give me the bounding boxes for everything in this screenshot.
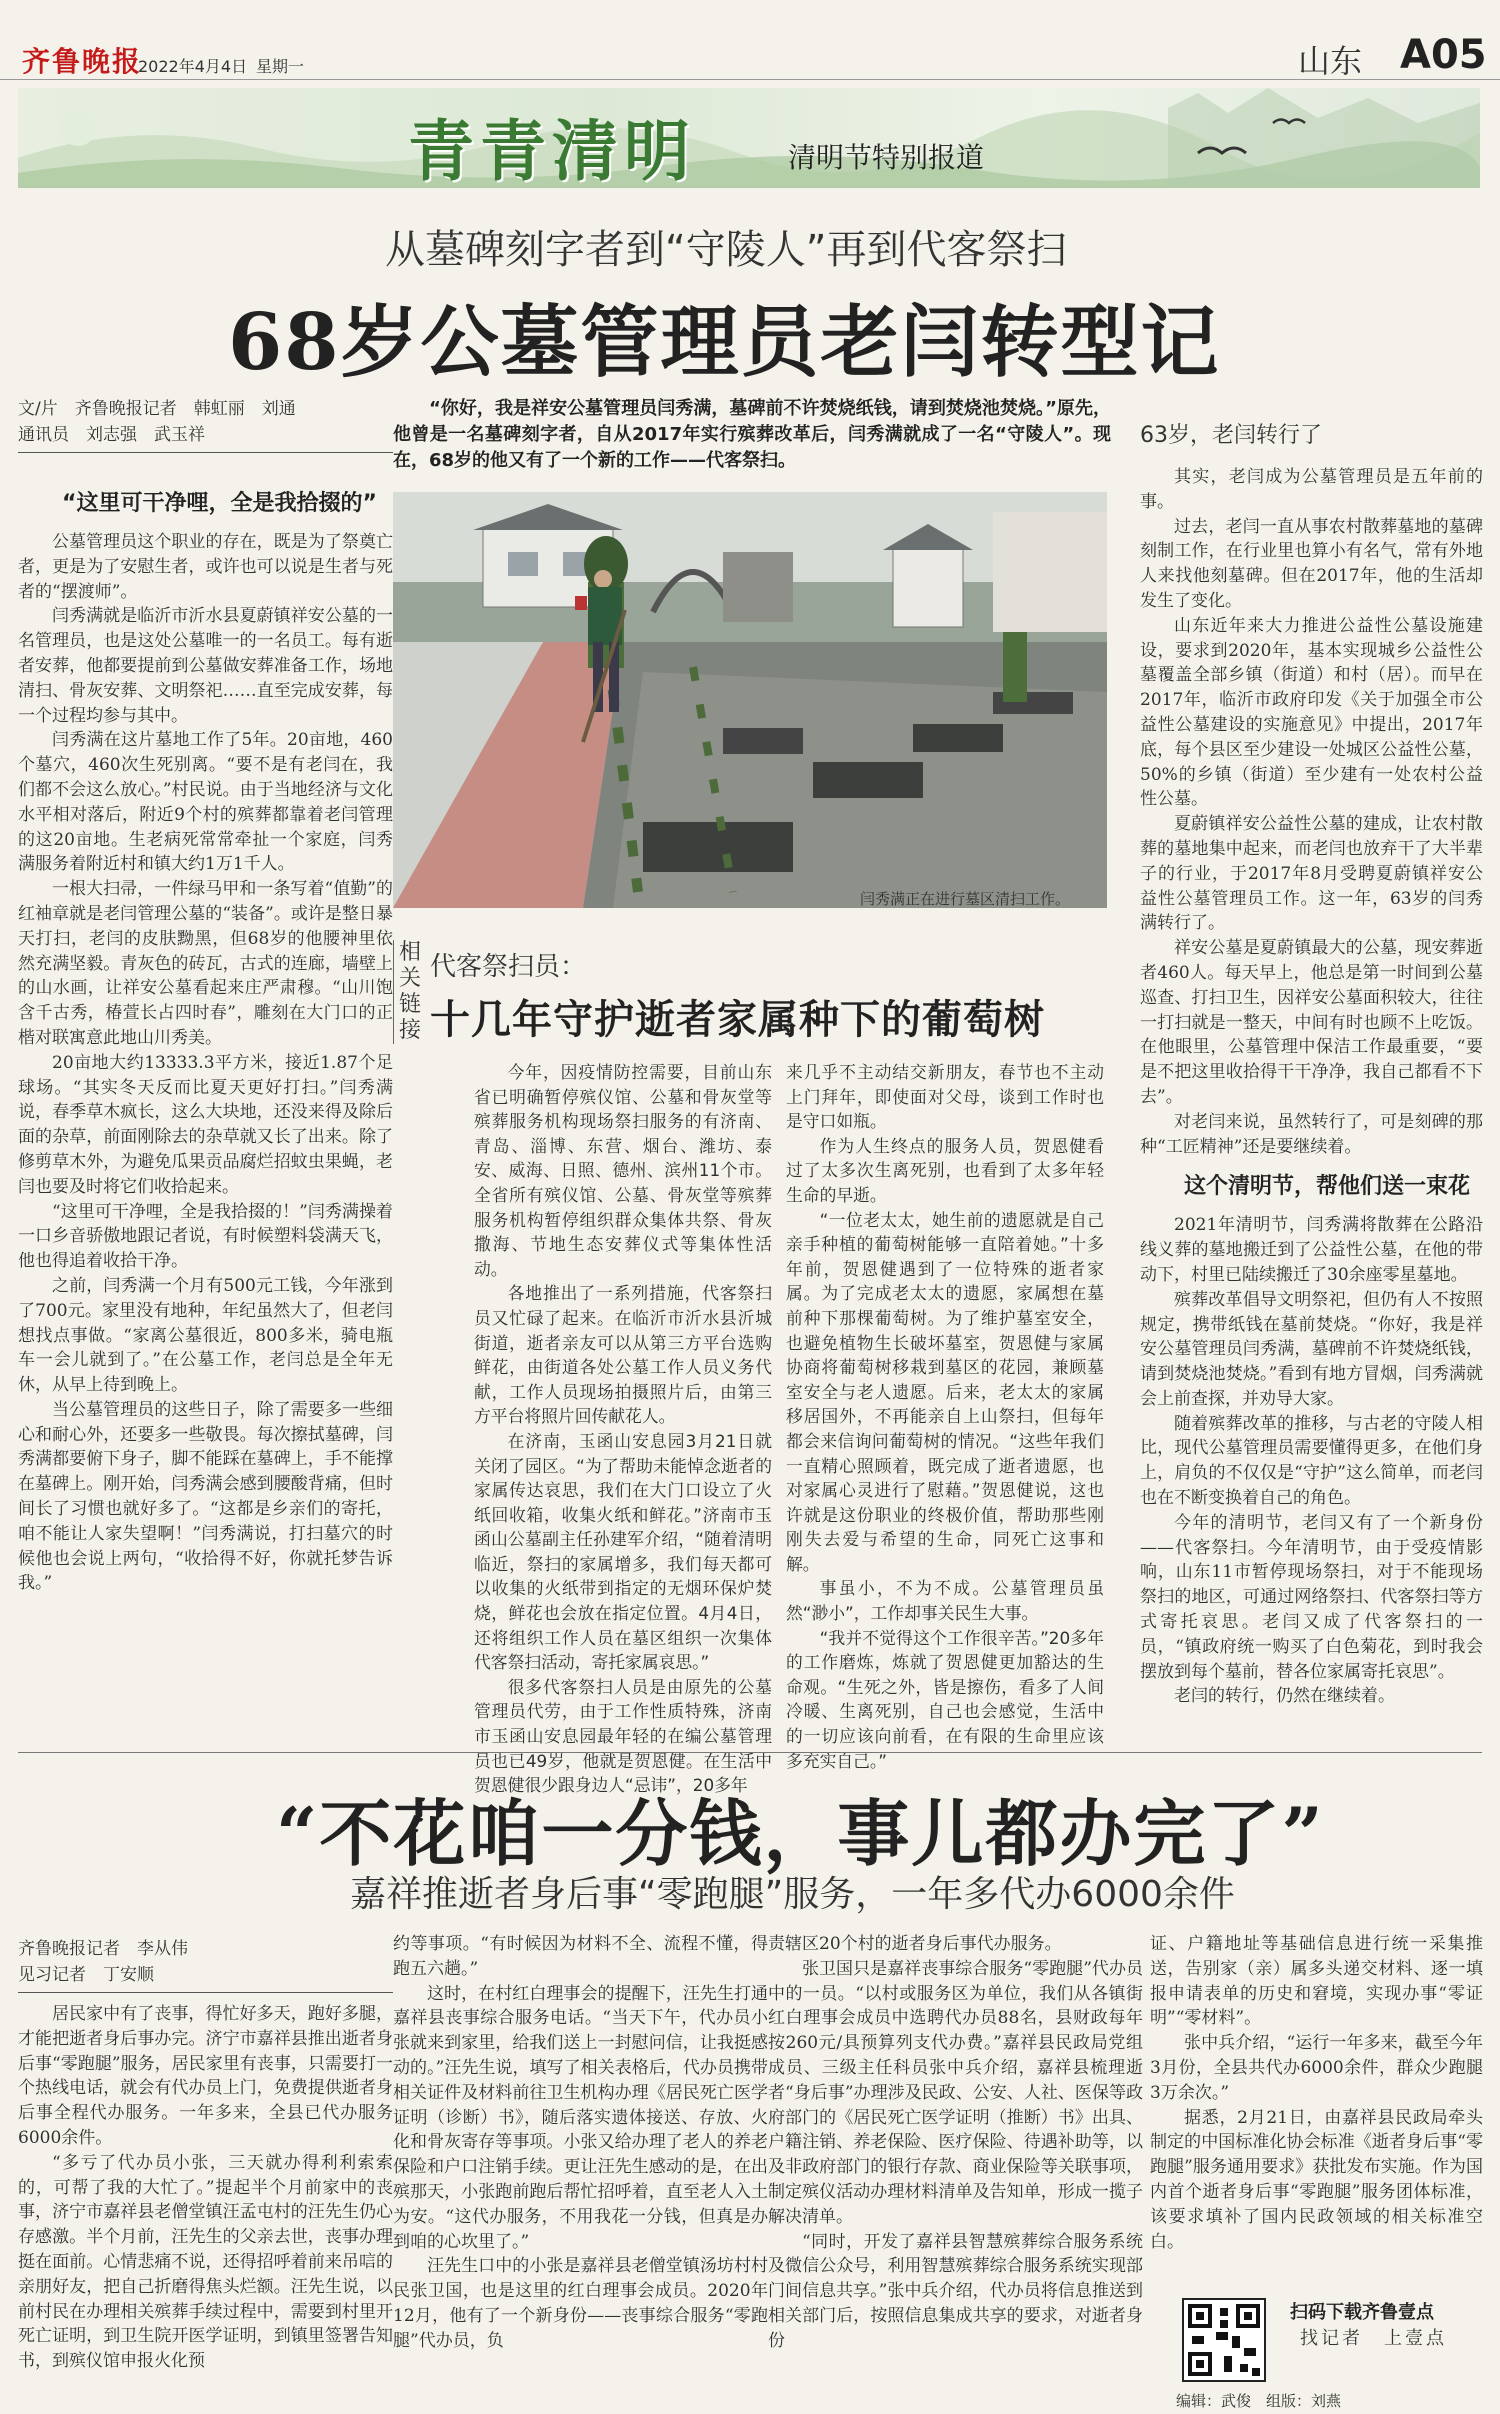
divider: [18, 1992, 393, 1993]
paragraph: 之前，闫秀满一个月有500元工钱，今年涨到了700元。家里没有地种，年纪虽然大了，但老闫想找点事做。“家离公墓很近，800多米，骑电瓶车一会儿就到了。”在公墓工作，老闫总是全年无休，从早上待到晚上。: [18, 1275, 393, 1396]
paragraph: 夏蔚镇祥安公益性公墓的建成，让农村散葬的墓地集中起来，而老闫也放弃干了大半辈子的行业，于2017年8月受聘夏蔚镇祥安公益性公墓管理员工作。这一年，63岁的闫秀满转行了。: [1140, 814, 1483, 934]
article-column-4: [1140, 465, 1483, 1709]
paragraph: 约等事项。“有时候因为材料不全、流程不懂，得跑五六趟。”: [393, 1934, 768, 1979]
issue-weekday: 星期一: [256, 57, 305, 76]
byline-line: 文/片 齐鲁晚报记者 韩虹丽 刘通: [18, 399, 296, 419]
bottom-column-4: [1150, 1932, 1483, 2254]
paragraph: “这里可干净哩，全是我拾掇的！”闫秀满操着一口乡音骄傲地跟记者说，有时候塑料袋满天飞，他也得追着收拾干净。: [18, 1201, 393, 1272]
paragraph: 对老闫来说，虽然转行了，可是刻碑的那种“工匠精神”还是要继续着。: [1140, 1111, 1483, 1157]
feature-banner: [18, 88, 1480, 188]
qr-subtitle: 找记者 上壹点: [1300, 2328, 1447, 2349]
qr-code-icon[interactable]: [1182, 2298, 1266, 2382]
paragraph: 山东近年来大力推进公益性公墓设施建设，要求到2020年，基本实现城乡公益性公墓覆盖全部乡镇（街道）和村（居）。而早在2017年，临沂市政府印发《关于加强全市公益性公墓建设的实施意见》中提出，2017年底，每个县区至少建设一处城区公益性公墓，50%的乡镇（街道）至少建有一处农村公益性公墓。: [1140, 615, 1483, 810]
paragraph: 今年，因疫情防控需要，目前山东省已明确暂停殡仪馆、公墓和骨灰堂等殡葬服务机构现场祭扫服务的有济南、青岛、淄博、东营、烟台、潍坊、泰安、威海、日照、德州、滨州11个市。全省所有殡仪馆、公墓、骨灰堂等殡葬服务机构暂停组织群众集体共祭、骨灰撒海、节地生态安葬仪式等集体性活动。: [474, 1062, 772, 1279]
article-headline: “不花咱一分钱，事儿都办完了”: [276, 1791, 1325, 1876]
sidebar-column-2: [786, 1060, 1104, 1773]
masthead: [0, 0, 1500, 80]
paragraph: 证、户籍地址等基础信息进行统一采集推送，告别家（亲）属多头递交材料、逐一填报申请表单的历史和窘境，实现办事“零证明”“零材料”。: [1150, 1934, 1483, 2029]
sidebar-column-1: [474, 1060, 772, 1798]
sidebar-headline: 十几年守护逝者家属种下的葡萄树: [430, 997, 1045, 1043]
section-region: 山东: [1298, 42, 1363, 80]
landscape-illustration: [18, 88, 1480, 188]
section-subhead: “这里可干净哩，全是我拾掇的”: [62, 491, 377, 516]
bottom-column-3: [768, 1932, 1143, 2354]
sidebar-kicker: 代客祭扫员：: [430, 952, 587, 982]
paragraph: 很多代客祭扫人员是由原先的公墓管理员代劳，由于工作性质特殊，济南市玉函山安息园最年轻的在编公墓管理员也已49岁，他就是贺恩健。在生活中贺恩健很少跟身边人“忌讳”，20多年: [474, 1676, 772, 1796]
paragraph: 2021年清明节，闫秀满将散葬在公路沿线义葬的墓地搬迁到了公益性公墓，在他的带动下，村里已陆续搬迁了30余座零星墓地。: [1140, 1215, 1483, 1285]
editor-credit: 编辑：武俊 组版：刘燕: [1176, 2392, 1342, 2410]
paragraph: 据悉，2月21日，由嘉祥县民政局牵头制定的中国标准化协会标准《逝者身后事“零跑腿”服务通用要求》获批发布实施。作为国内首个逝者身后事“零跑腿”服务团体标准，该要求填补了国内民政领域的相关标准空白。: [1150, 2107, 1483, 2252]
paragraph: 今年的清明节，老闫又有了一个新身份——代客祭扫。今年清明节，由于受疫情影响，山东11市暂停现场祭扫，对于不能现场祭扫的地区，可通过网络祭扫、代客祭扫等方式寄托哀思。老闫又成了代客祭扫的一员，“镇政府统一购买了白色菊花，到时我会摆放到每个墓前，替各位家属寄托哀思”。: [1140, 1512, 1483, 1682]
byline-line: 通讯员 刘志强 武玉祥: [18, 425, 205, 445]
paragraph: 祥安公墓是夏蔚镇最大的公墓，现安葬逝者460人。每天早上，他总是第一时间到公墓巡查、打扫卫生，因祥安公墓面积较大，往往一打扫就是一整天，中间有时也顾不上吃饭。在他眼里，公墓管理中保洁工作最重要，“要是不把这里收拾得干干净净，我自己都看不下去”。: [1140, 938, 1483, 1107]
qr-title: 扫码下载齐鲁壹点: [1290, 2302, 1434, 2323]
paragraph: 汪先生口中的小张是嘉祥县老僧堂镇汤坊村村民张卫国，也是这里的红白理事会成员。2020年12月，他有了一个新身份——丧事综合服务“零跑腿”代办员，负: [393, 2256, 768, 2351]
banner-title: 青青清明: [408, 112, 696, 188]
article-kicker: 从墓碑刻字者到“守陵人”再到代客祭扫: [385, 227, 1067, 273]
paragraph: 张卫国只是嘉祥丧事综合服务“零跑腿”代办员中的一员。“以村或服务区为单位，我们从各镇街红白理事会成员中选聘代办员88名，县财政每年按260元/具预算列支代办费。”嘉祥县民政局党组成员、三级主任科员张中兵介绍，嘉祥县梳理逝者“身后事”办理涉及民政、公安、人社、医保等政府部门的《居民死亡医学证明（推断）书》出具、户籍注销、养老保险、医疗保险、待遇补助等，以及非政府部门的银行存款、商业保险等关联事项，制定殡仪活动办理材料清单及告知单，形成一揽子解决清单。: [768, 1958, 1143, 2227]
paragraph: 责辖区20个村的逝者身后事代办服务。: [768, 1934, 1062, 1954]
article-lead: “你好，我是祥安公墓管理员闫秀满，墓碑前不许焚烧纸钱，请到焚烧池焚烧。”原先，他曾是一名墓碑刻字者，自从2017年实行殡葬改革后，闫秀满就成了一名“守陵人”。现在，68岁的他又有了一个新的工作——代客祭扫。: [393, 398, 1111, 471]
bottom-column-2: [393, 1932, 768, 2354]
paragraph: 来几乎不主动结交新朋友，春节也不主动上门拜年，即使面对父母，谈到工作时也是守口如瓶。: [786, 1062, 1104, 1132]
paragraph: 随着殡葬改革的推移，与古老的守陵人相比，现代公墓管理员需要懂得更多，在他们身上，肩负的不仅仅是“守护”这么简单，而老闫也在不断变换着自己的角色。: [1140, 1413, 1483, 1509]
paragraph: 老闫的转行，仍然在继续着。: [1174, 1686, 1395, 1707]
paragraph: 当公墓管理员的这些日子，除了需要多一些细心和耐心外，还要多一些敬畏。每次擦拭墓碑，闫秀满都要俯下身子，脚不能踩在墓碑上，手不能撑在墓碑上。刚开始，闫秀满会感到腰酸背痛，但时间长了习惯也就好多了。“这都是乡亲们的寄托，咱不能让人家失望啊！”闫秀满说，打扫墓穴的时候他也会说上两句，“收拾得不好，你就托梦告诉我。”: [18, 1399, 393, 1594]
article-byline: [18, 1936, 398, 1988]
divider: [18, 452, 393, 453]
page-number: A05: [1400, 32, 1487, 78]
section-subhead: 这个清明节，帮他们送一束花: [1184, 1174, 1471, 1200]
paragraph: 过去，老闫一直从事农村散葬墓地的墓碑刻制工作，在行业里也算小有名气，常有外地人来找他刻墓碑。但在2017年，他的生活却发生了变化。: [1140, 516, 1483, 611]
issue-date: 2022年4月4日: [138, 57, 248, 76]
paragraph: 20亩地大约13333.3平方米，接近1.87个足球场。“其实冬天反而比夏天更好打扫。”闫秀满说，春季草木疯长，这么大块地，还没来得及除后面的杂草，前面刚除去的杂草就又长了出来。除了修剪草木外，为避免瓜果贡品腐烂招蚊虫果蝇，老闫也要及时将它们收拾起来。: [18, 1052, 393, 1197]
paragraph: “我并不觉得这个工作很辛苦。”20多年的工作磨炼，炼就了贺恩健更加豁达的生命观。“生死之外，皆是擦伤，看多了人间冷暖、生离死别，自己也会感觉，生活中的一切应该向前看，在有限的生命里应该多充实自己。”: [786, 1627, 1104, 1771]
byline-line: 见习记者 丁安顺: [18, 1965, 154, 1985]
paragraph: 公墓管理员这个职业的存在，既是为了祭奠亡者，更是为了安慰生者，或许也可以说是生者与死者的“摆渡师”。: [18, 532, 393, 602]
photo-caption: 闫秀满正在进行墓区清扫工作。: [860, 890, 1071, 908]
paragraph: “同时，开发了嘉祥县智慧殡葬综合服务系统及微信公众号，利用智慧殡葬综合服务系统实现部门间信息共享。”张中兵介绍，代办员将信息推送到相关部门后，按照信息集成共享的要求，对逝者身份: [768, 2231, 1143, 2351]
qr-pattern: [1184, 2300, 1264, 2380]
divider: [18, 1752, 1482, 1753]
article-kicker: 嘉祥推逝者身后事“零跑腿”服务，一年多代办6000余件: [350, 1874, 1235, 1915]
paragraph: 这时，在村红白理事会的提醒下，汪先生打通嘉祥县丧事综合服务电话。“当天下午，代办员小张就来到家里，给我们送上一封慰问信，让我挺感动的。”汪先生说，填写了相关表格后，代办员携带相关证件及材料前往卫生机构办理《居民死亡医学证明（诊断）书》，随后落实遗体接送、存放、火化和骨灰寄存等事项。小张又给办理了老人的养老保险和户口注销手续。更让汪先生感动的是，在出殡那天，小张跑前跑后帮忙招呼着，直至老人入土为安。“这代办服务，不用我花一分钱，但真是办到咱的心坎里了。”: [393, 1983, 768, 2252]
paragraph: 各地推出了一系列措施，代客祭扫员又忙碌了起来。在临沂市沂水县沂城街道，逝者亲友可以从第三方平台选购鲜花，由街道各处公墓工作人员义务代献，工作人员现场拍摄照片后，由第三方平台将照片回传献花人。: [474, 1283, 772, 1427]
paragraph: 一根大扫帚，一件绿马甲和一条写着“值勤”的红袖章就是老闫管理公墓的“装备”。或许是整日暴天打扫，老闫的皮肤黝黑，但68岁的他腰神里依然充满坚毅。青灰色的砖瓦，古式的连廊，墙壁上的山水画，让祥安公墓看起来庄严肃穆。“山川饱含千古秀，椿萱长占四时春”，雕刻在大门口的正楷对联寓意此地山川秀美。: [18, 879, 393, 1048]
article-byline: [18, 396, 398, 448]
related-link-tag: 相关链接: [393, 940, 423, 1044]
paragraph: 闫秀满就是临沂市沂水县夏蔚镇祥安公墓的一名管理员，也是这处公墓唯一的一名员工。每有逝者安葬，他都要提前到公墓做安葬准备工作，场地清扫、骨灰安葬、文明祭祀……直至完成安葬，每一个过程均参与其中。: [18, 606, 393, 726]
newspaper-logo: 齐鲁晚报: [22, 45, 143, 78]
banner-subtitle: 清明节特别报道: [788, 141, 985, 174]
article-column-1: [18, 488, 393, 1596]
bottom-column-1: [18, 2002, 393, 2374]
cemetery-photo: [393, 492, 1107, 908]
paragraph: 殡葬改革倡导文明祭祀，但仍有人不按照规定，携带纸钱在墓前焚烧。“你好，我是祥安公墓管理员闫秀满，墓碑前不许焚烧纸钱，请到焚烧池焚烧。”看到有地方冒烟，闫秀满就会上前查探，并劝导大家。: [1140, 1289, 1483, 1409]
paragraph: 闫秀满在这片墓地工作了5年。20亩地，460个墓穴，460次生死别离。“要不是有老闫在，我们都不会这么放心。”村民说。由于当地经济与文化水平相对落后，附近9个村的殡葬都靠着老闫管理的这20亩地。生老病死常常牵扯一个家庭，闫秀满服务着附近村和镇大约1万1千人。: [18, 730, 393, 875]
paragraph: 其实，老闫成为公墓管理员是五年前的事。: [1140, 467, 1483, 512]
article-headline: 68岁公墓管理员老闫转型记: [228, 297, 1221, 388]
paragraph: 居民家中有了丧事，得忙好多天，跑好多腿，才能把逝者身后事办完。济宁市嘉祥县推出逝者身后事“零跑腿”服务，居民家里有丧事，只需要打一个热线电话，就会有代办员上门，免费提供逝者身后事全程代办服务。一年多来，全县已代办服务6000余件。: [18, 2004, 393, 2148]
paragraph: “多亏了代办员小张，三天就办得利利索索的，可帮了我的大忙了。”提起半个月前家中的丧事，济宁市嘉祥县老僧堂镇汪孟屯村的汪先生仍心存感激。半个月前，汪先生的父亲去世，丧事办理挺在面前。心情悲痛不说，还得招呼着前来吊唁的亲朋好友，把自己折磨得焦头烂额。汪先生说，以前村民在办理相关殡葬手续过程中，需要到村里开死亡证明，到卫生院开医学证明，到镇里签署告知书，到殡仪馆申报火化预: [18, 2152, 393, 2372]
paragraph: 张中兵介绍，“运行一年多来，截至今年3月份，全县共代办6000余件，群众少跑腿3万余次。”: [1150, 2033, 1483, 2103]
paragraph: 在济南，玉函山安息园3月21日就关闭了园区。“为了帮助未能悼念逝者的家属传达哀思，我们在大门口设立了火纸回收箱，收集火纸和鲜花。”济南市玉函山公墓副主任孙建军介绍，“随着清明临近，祭扫的家属增多，我们每天都可以收集的火纸带到指定的无烟环保炉焚烧，鲜花也会放在指定位置。4月4日，还将组织工作人员在墓区组织一次集体代客祭扫活动，寄托家属哀思。”: [474, 1430, 772, 1673]
paragraph: “一位老太太，她生前的遗愿就是自己亲手种植的葡萄树能够一直陪着她。”十多年前，贺恩健遇到了一位特殊的逝者家属。为了完成老太太的遗愿，家属想在墓前种下那棵葡萄树。为了维护墓室安全，也避免植物生长破坏墓室，贺恩健与家属协商将葡萄树移栽到墓区的花园，兼顾墓室安全与老人遗愿。后来，老太太的家属移居国外，不再能亲自上山祭扫，但每年都会来信询问葡萄树的情况。“这些年我们一直精心照顾着，既完成了逝者遗愿，也对家属心灵进行了慰藉。”贺恩健说，这也许就是这份职业的终极价值，帮助那些刚刚失去爱与希望的生命，同死亡这事和解。: [786, 1209, 1104, 1574]
paragraph: 作为人生终点的服务人员，贺恩健看过了太多次生离死别，也看到了太多年轻生命的早逝。: [786, 1135, 1104, 1205]
photo-illustration: [393, 492, 1107, 908]
section-subhead: 63岁，老闫转行了: [1140, 423, 1322, 448]
byline-line: 齐鲁晚报记者 李从伟: [18, 1939, 188, 1959]
paragraph: 事虽小，不为不成。公墓管理员虽然“渺小”，工作却事关民生大事。: [786, 1578, 1104, 1624]
